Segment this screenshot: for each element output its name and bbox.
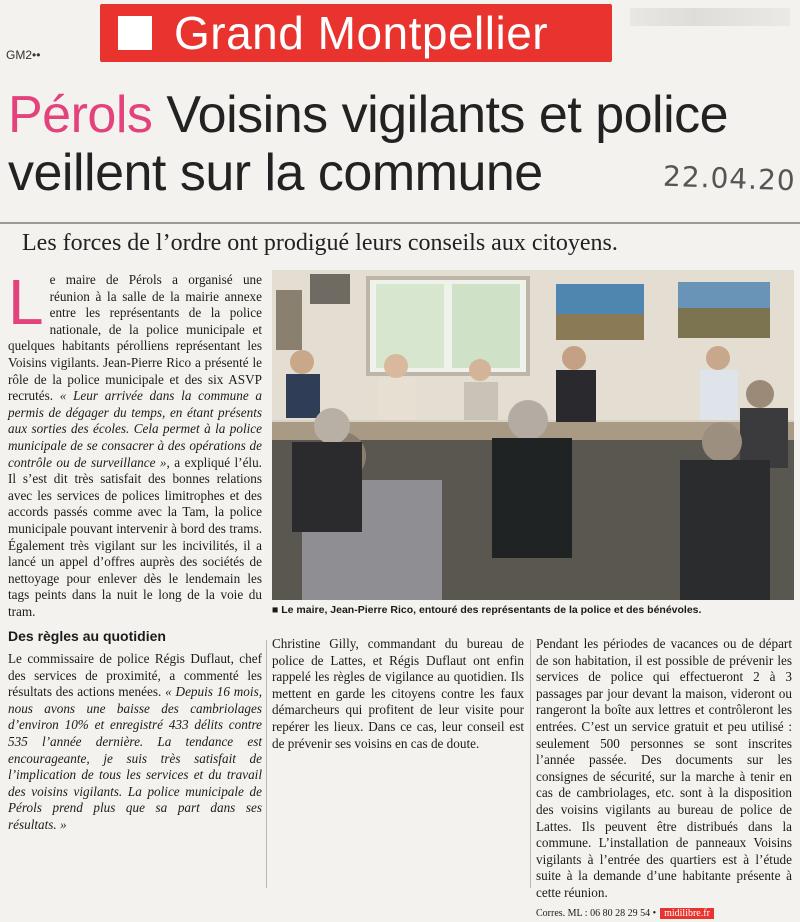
contact-label: Corres. ML : 06 80 28 29 54 • (536, 908, 656, 919)
banner-square-icon (118, 16, 152, 50)
headline-place: Pérols (8, 86, 152, 144)
drop-cap: L (8, 274, 44, 330)
paragraph-4: Pendant les périodes de vacances ou de départ de son habitation, il est possible de prévenir les services de police qui effectueront 2 à 3 passages par jour devant la maison, videront ou rangeront la boîte aux lettres et contrôleront les entrées. C’est un service gratuit et peu utilisé : seulement 500 personnes se sont inscrites l’année passée. Des documents sur les consignes de sécurité, sur la marche à tenir en cas de cambriolages, etc. sont à la disposition des voisins vigilants au bureau de police de Lattes. Ils peuvent être distribués dans la commune. L’installation de panneaux Voisins vigilants à l’entrée des quartiers est à l’étude suite à la demande d’une habitante présente à cette réunion. (536, 636, 792, 902)
meeting-photo (272, 270, 794, 600)
quote-commissioner: « Depuis 16 mois, nous avons une baisse des cambriolages d’environ 10% et enregistré 433 délits contre 535 l’année dernière. La tendance est encourageante, je suis très satisfait de l’implication de tous les services et du travail des voisins vigilants. La police municipale de Pérols prend plus que sa part dans ses résultats. » (8, 684, 262, 832)
headline-title: Voisins vigilants et police veillent sur la commune (8, 86, 728, 202)
subtitle: Les forces de l’ordre ont prodigué leurs conseils aux citoyens. (22, 230, 618, 257)
lead-text: e maire de Pérols a organisé une réunion à la salle de la mairie annexe entre les représentants de la police nationale, de la police municipale et quelques habitants pérolliens représentant les Voisins vigilants. Jean-Pierre Rico a présenté le rôle de la police municipale et des six ASVP recrutés. (8, 272, 262, 403)
section-banner (100, 4, 612, 62)
article-column-1 (8, 272, 262, 884)
correspondent-contact (536, 906, 792, 922)
section-title: Grand Montpellier (174, 6, 548, 60)
column-divider (530, 640, 531, 888)
site-badge: midilibre.fr (660, 908, 714, 919)
paragraph-3: Christine Gilly, commandant du bureau de police de Lattes, et Régis Duflaut ont enfin rappelé les règles de vigilance au quotidien. Ils mettent en garde les citoyens contre les faux démarcheurs qui profitent de leur visite pour repérer les lieux. Dans ce cas, leur conseil est de prévenir ses voisins en cas de doute. (272, 636, 524, 752)
subhead: Des règles au quotidien (8, 628, 262, 645)
column-divider (266, 640, 267, 888)
paragraph-1-end: , a expliqué l’élu. Il s’est dit très satisfait des bonnes relations avec les services de polices limitrophes et des accords passés comme avec la Tam, la police municipale pouvant intervenir à bord des trams. Également très vigilant sur les incivilités, il a lancé un appel d’offres auprès des sociétés de nettoyage pour enlever dès le lendemain les tags peints dans la nuit le long de la voie du tram. (8, 455, 262, 619)
divider (0, 222, 800, 224)
article-column-3 (536, 636, 792, 892)
paragraph-2-start: Le commissaire de police Régis Duflaut, chef des services de proximité, a commenté les résultats des actions menées. (8, 651, 262, 699)
quote-mayor: « Leur arrivée dans la commune a permis de dégager du temps, en étant présents aux sorties des écoles. Cela permet à la police municipale de se consacrer à des opérations de contrôle ou de surveillance » (8, 388, 262, 469)
photo-caption: ■ Le maire, Jean-Pierre Rico, entouré des représentants de la police et des bénévoles. (272, 604, 792, 616)
handwritten-date: 22.04.20 (662, 160, 796, 198)
article-column-2 (272, 636, 524, 892)
meeting-photo-illustration (272, 270, 794, 600)
page-code: GM2•• (6, 48, 40, 62)
faint-header-text (630, 8, 790, 26)
